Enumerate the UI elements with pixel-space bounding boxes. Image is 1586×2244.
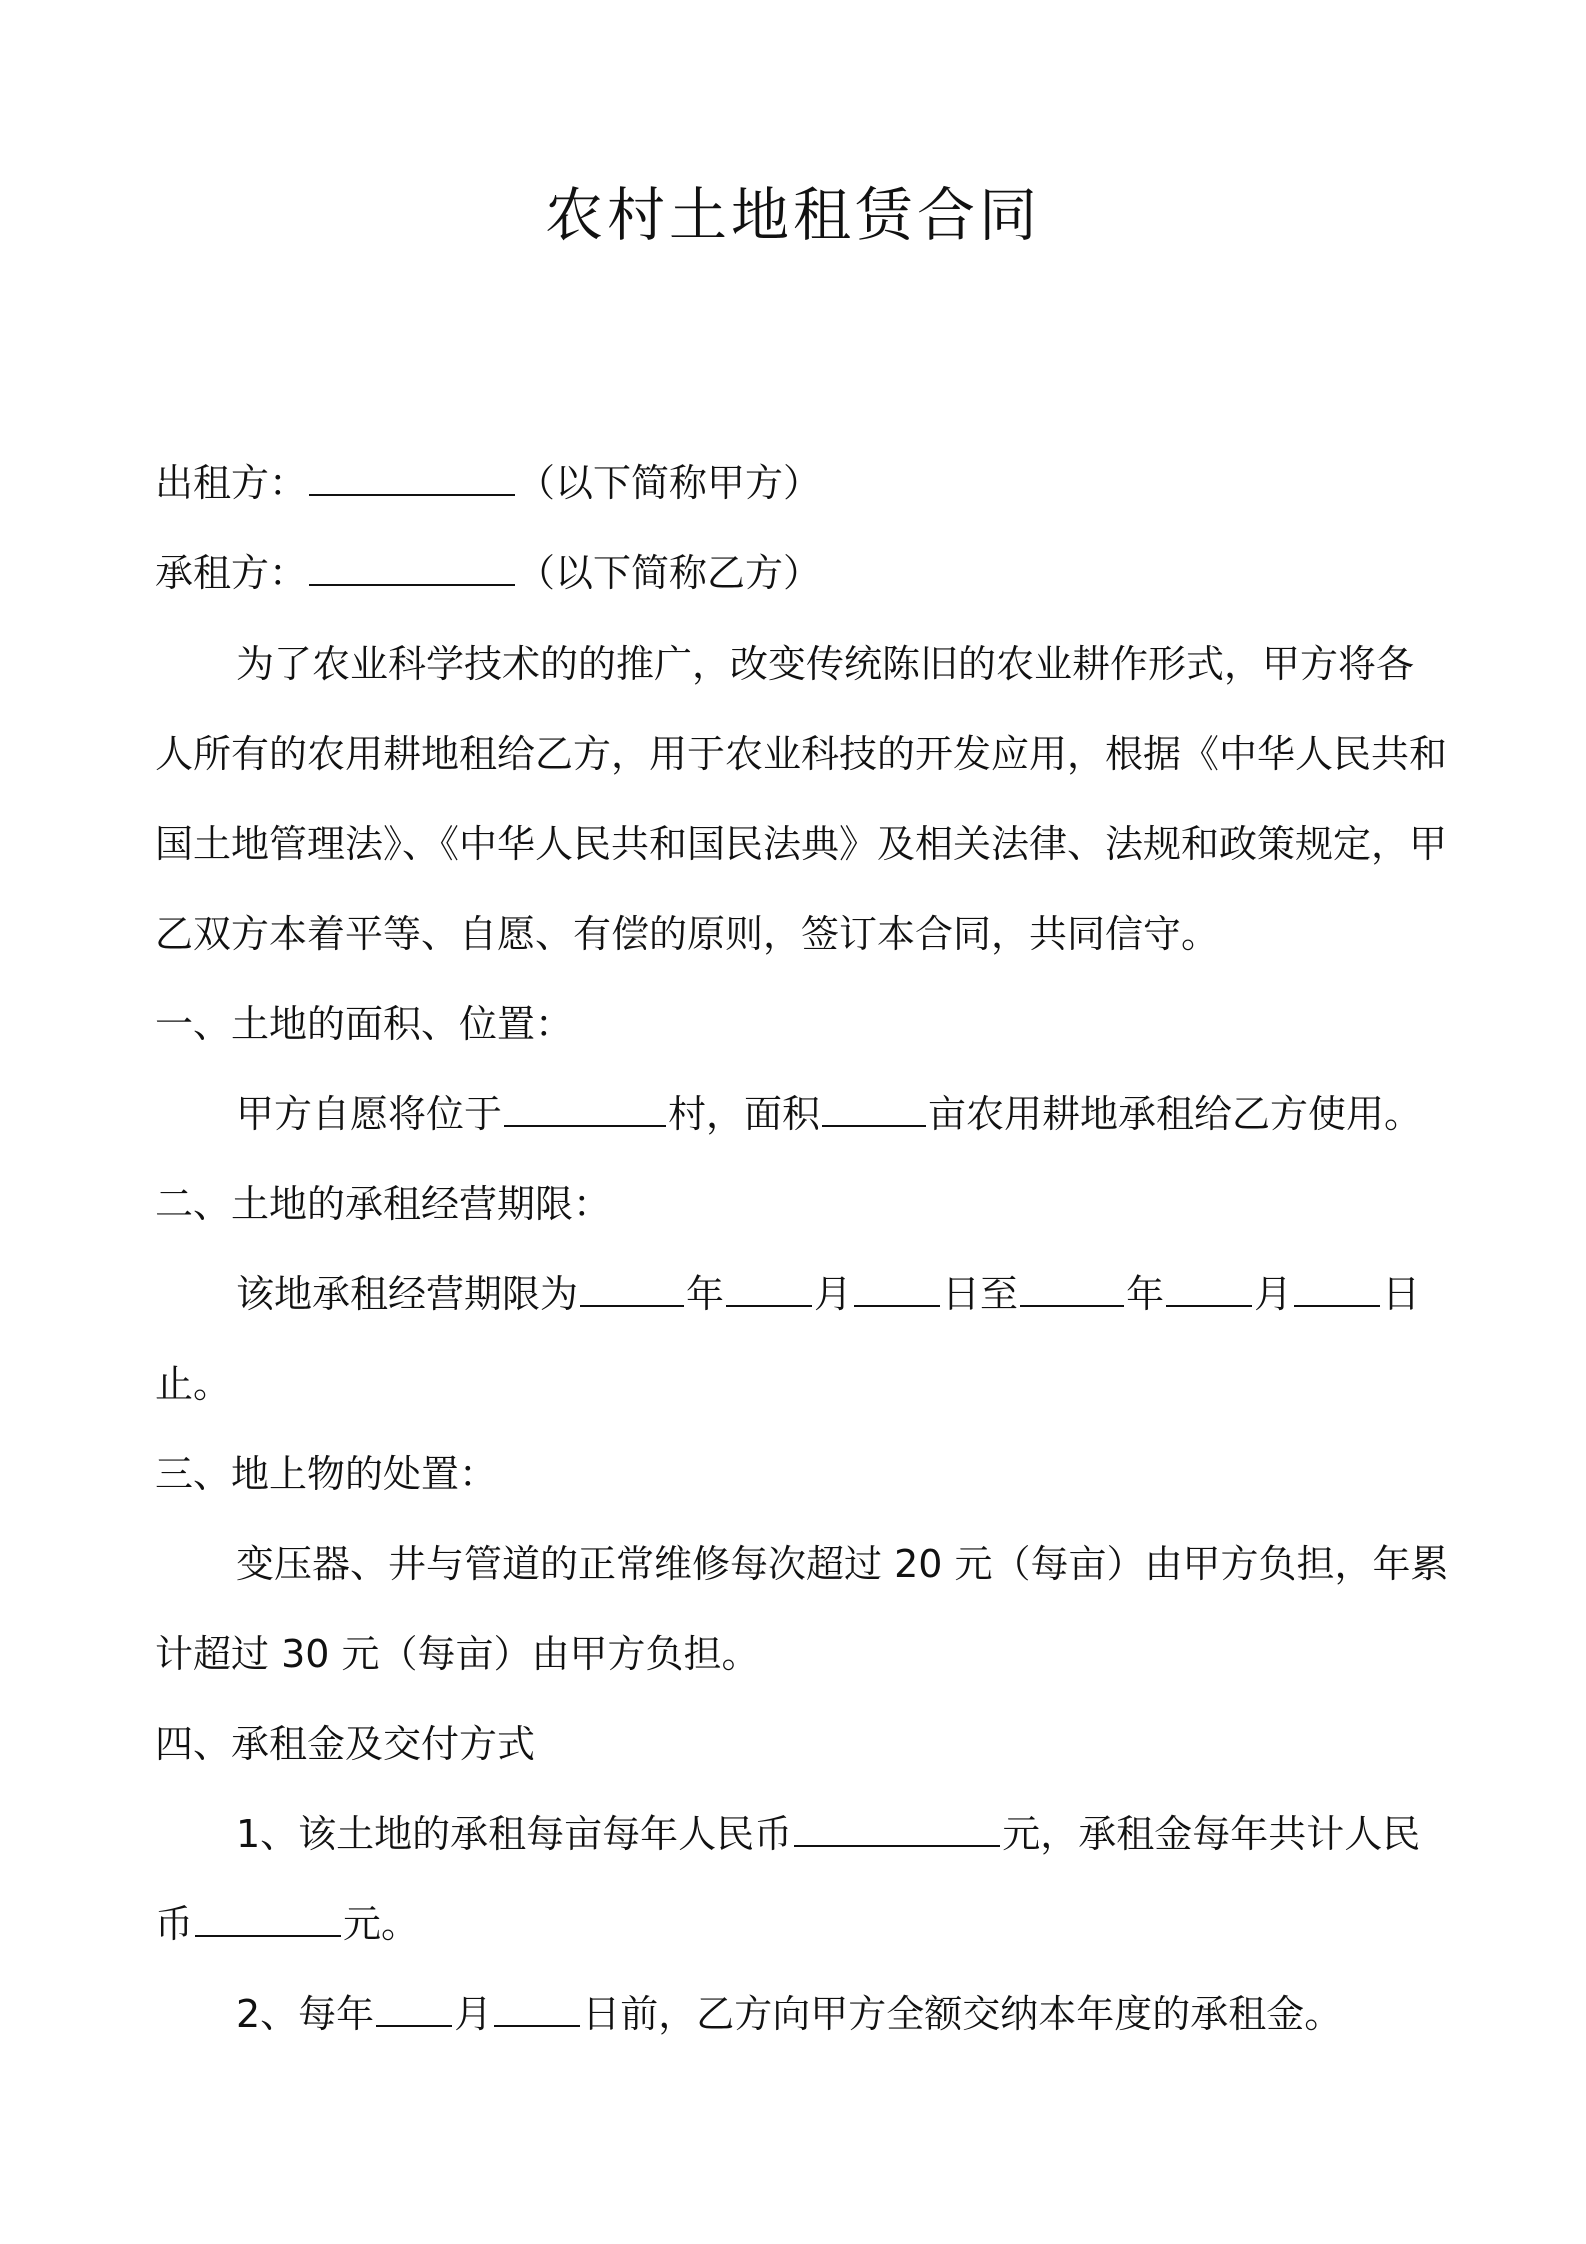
section-3-line-1: 变压器、井与管道的正常维修每次超过 20 元（每亩）由甲方负担，年累 [236, 1542, 1449, 1586]
section-4-heading: 四、承租金及交付方式 [155, 1722, 536, 1766]
start-year-blank[interactable] [580, 1271, 684, 1307]
lessor-line [155, 452, 821, 507]
section-2-line-2: 止。 [155, 1362, 232, 1406]
section-4-item-2 [236, 1983, 1342, 2038]
preamble-line-4: 乙双方本着平等、自愿、有偿的原则，签订本合同，共同信守。 [155, 912, 1220, 956]
lessor-name-blank[interactable] [309, 460, 515, 496]
section-4-item-1 [236, 1803, 1420, 1858]
rent-total-blank[interactable] [195, 1901, 341, 1937]
section-3-heading: 三、地上物的处置： [155, 1452, 498, 1496]
village-blank[interactable] [504, 1091, 666, 1127]
lessee-name-blank[interactable] [309, 550, 515, 586]
section-1-text [236, 1083, 1422, 1138]
end-day-label: 日 [1382, 1272, 1421, 1316]
payment-year-text: 2、每年 [236, 1992, 375, 2036]
section-2-text [236, 1263, 1420, 1318]
start-month-label: 月 [814, 1272, 853, 1316]
preamble-line-1: 为了农业科学技术的的推广，改变传统陈旧的农业耕作形式，甲方将各 [236, 642, 1415, 686]
currency-text: 币 [155, 1902, 194, 1946]
payment-deadline-text: 日前，乙方向甲方全额交纳本年度的承租金。 [582, 1992, 1343, 2036]
end-month-label: 月 [1254, 1272, 1293, 1316]
section-3-line-2: 计超过 30 元（每亩）由甲方负担。 [155, 1632, 760, 1676]
section-1-text-a: 甲方自愿将位于 [236, 1092, 503, 1136]
document-title: 农村土地租赁合同 [544, 181, 1041, 249]
payment-month-blank[interactable] [376, 1991, 452, 2027]
section-2-heading: 二、土地的承租经营期限： [155, 1182, 612, 1226]
section-4-item-1-cont [155, 1893, 419, 1948]
end-day-blank[interactable] [1294, 1271, 1380, 1307]
section-1-text-b: 村，面积 [668, 1092, 821, 1136]
lessor-note: （以下简称甲方） [517, 461, 822, 505]
start-day-label: 日至 [942, 1272, 1019, 1316]
lessee-label: 承租方： [155, 551, 308, 595]
yuan-text: 元。 [343, 1902, 420, 1946]
section-1-text-c: 亩农用耕地承租给乙方使用。 [928, 1092, 1423, 1136]
payment-day-blank[interactable] [494, 1991, 580, 2027]
term-text: 该地承租经营期限为 [236, 1272, 579, 1316]
lessee-line [155, 542, 821, 597]
start-month-blank[interactable] [726, 1271, 812, 1307]
start-day-blank[interactable] [854, 1271, 940, 1307]
end-year-label: 年 [1126, 1272, 1165, 1316]
start-year-label: 年 [686, 1272, 725, 1316]
area-blank[interactable] [822, 1091, 926, 1127]
lessee-note: （以下简称乙方） [517, 551, 822, 595]
rent-total-text: 元，承租金每年共计人民 [1002, 1812, 1421, 1856]
section-1-heading: 一、土地的面积、位置： [155, 1002, 574, 1046]
preamble-line-3: 国土地管理法》、《中华人民共和国民法典》及相关法律、法规和政策规定，甲 [155, 822, 1448, 866]
preamble-line-2: 人所有的农用耕地租给乙方，用于农业科技的开发应用，根据《中华人民共和 [155, 732, 1448, 776]
end-year-blank[interactable] [1020, 1271, 1124, 1307]
rent-per-mu-blank[interactable] [794, 1811, 1000, 1847]
payment-month-label: 月 [454, 1992, 493, 2036]
end-month-blank[interactable] [1166, 1271, 1252, 1307]
rent-per-mu-text: 1、该土地的承租每亩每年人民币 [236, 1812, 793, 1856]
lessor-label: 出租方： [155, 461, 308, 505]
